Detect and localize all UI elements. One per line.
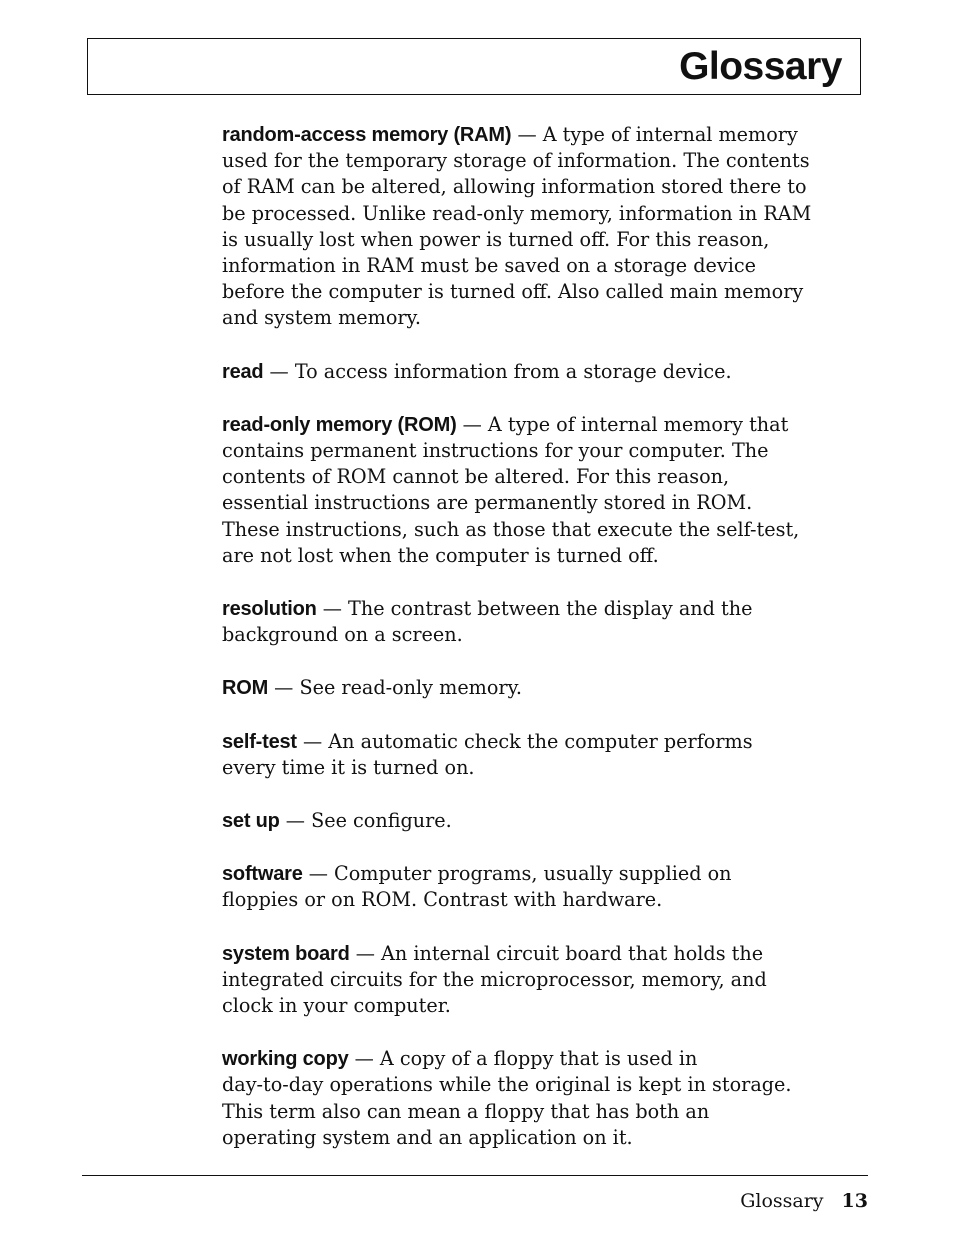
glossary-definition: — A type of internal memory that contains permanent instructions for your computer. The contents of ROM cannot be altered. For this reason, essential instructions are permanently stored in ROM. These instructions, such as those that execute the self-test, are not lost when the computer is turned off. (222, 412, 800, 567)
glossary-entry (222, 122, 872, 332)
glossary-list (222, 122, 872, 1178)
glossary-definition: — An internal circuit board that holds the integrated circuits for the microprocessor, memory, and clock in your computer. (222, 941, 767, 1018)
page-title: Glossary (679, 45, 842, 88)
glossary-definition: — Computer programs, usually supplied on floppies or on ROM. Contrast with hardware. (222, 862, 732, 912)
glossary-term: read (222, 360, 264, 383)
glossary-definition: — See read-only memory. (268, 676, 522, 700)
glossary-entry (222, 596, 872, 648)
glossary-definition: — A copy of a floppy that is used in day-to-day operations while the original is kept in storage. This term also can mean a floppy that has both an operating system and an application on it. (222, 1047, 792, 1149)
glossary-term: read-only memory (ROM) (222, 413, 457, 436)
glossary-entry (222, 941, 872, 1020)
page-number: 13 (841, 1190, 868, 1212)
footer-divider (82, 1175, 868, 1176)
glossary-term: random-access memory (RAM) (222, 124, 512, 146)
glossary-entry (222, 359, 872, 385)
glossary-entry (222, 861, 872, 913)
glossary-term: set up (222, 810, 280, 833)
glossary-definition: — The contrast between the display and the background on a screen. (222, 597, 753, 647)
page-footer (740, 1188, 868, 1214)
glossary-entry (222, 675, 872, 701)
glossary-term: ROM (222, 677, 269, 700)
glossary-definition: — See configure. (279, 809, 452, 833)
glossary-term: working copy (222, 1048, 349, 1071)
glossary-definition: — A type of internal memory used for the temporary storage of information. The contents of RAM can be altered, allowing information stored there to be processed. Unlike read-only memory, information in RAM is usually lost when power is turned off. For this reason, information in RAM must be saved on a storage device before the computer is turned off. Also called main memory and system memory. (222, 123, 812, 330)
glossary-definition: — An automatic check the computer performs every time it is turned on. (222, 729, 753, 779)
glossary-entry (222, 1046, 872, 1151)
glossary-term: software (222, 863, 303, 886)
glossary-entry (222, 808, 872, 834)
glossary-definition: — To access information from a storage device. (263, 359, 732, 383)
glossary-entry (222, 412, 872, 569)
glossary-term: system board (222, 942, 350, 965)
glossary-term: resolution (222, 598, 317, 621)
footer-section-name: Glossary (740, 1190, 824, 1212)
glossary-entry (222, 729, 872, 781)
glossary-term: self-test (222, 730, 297, 753)
page-title-box (87, 38, 861, 95)
